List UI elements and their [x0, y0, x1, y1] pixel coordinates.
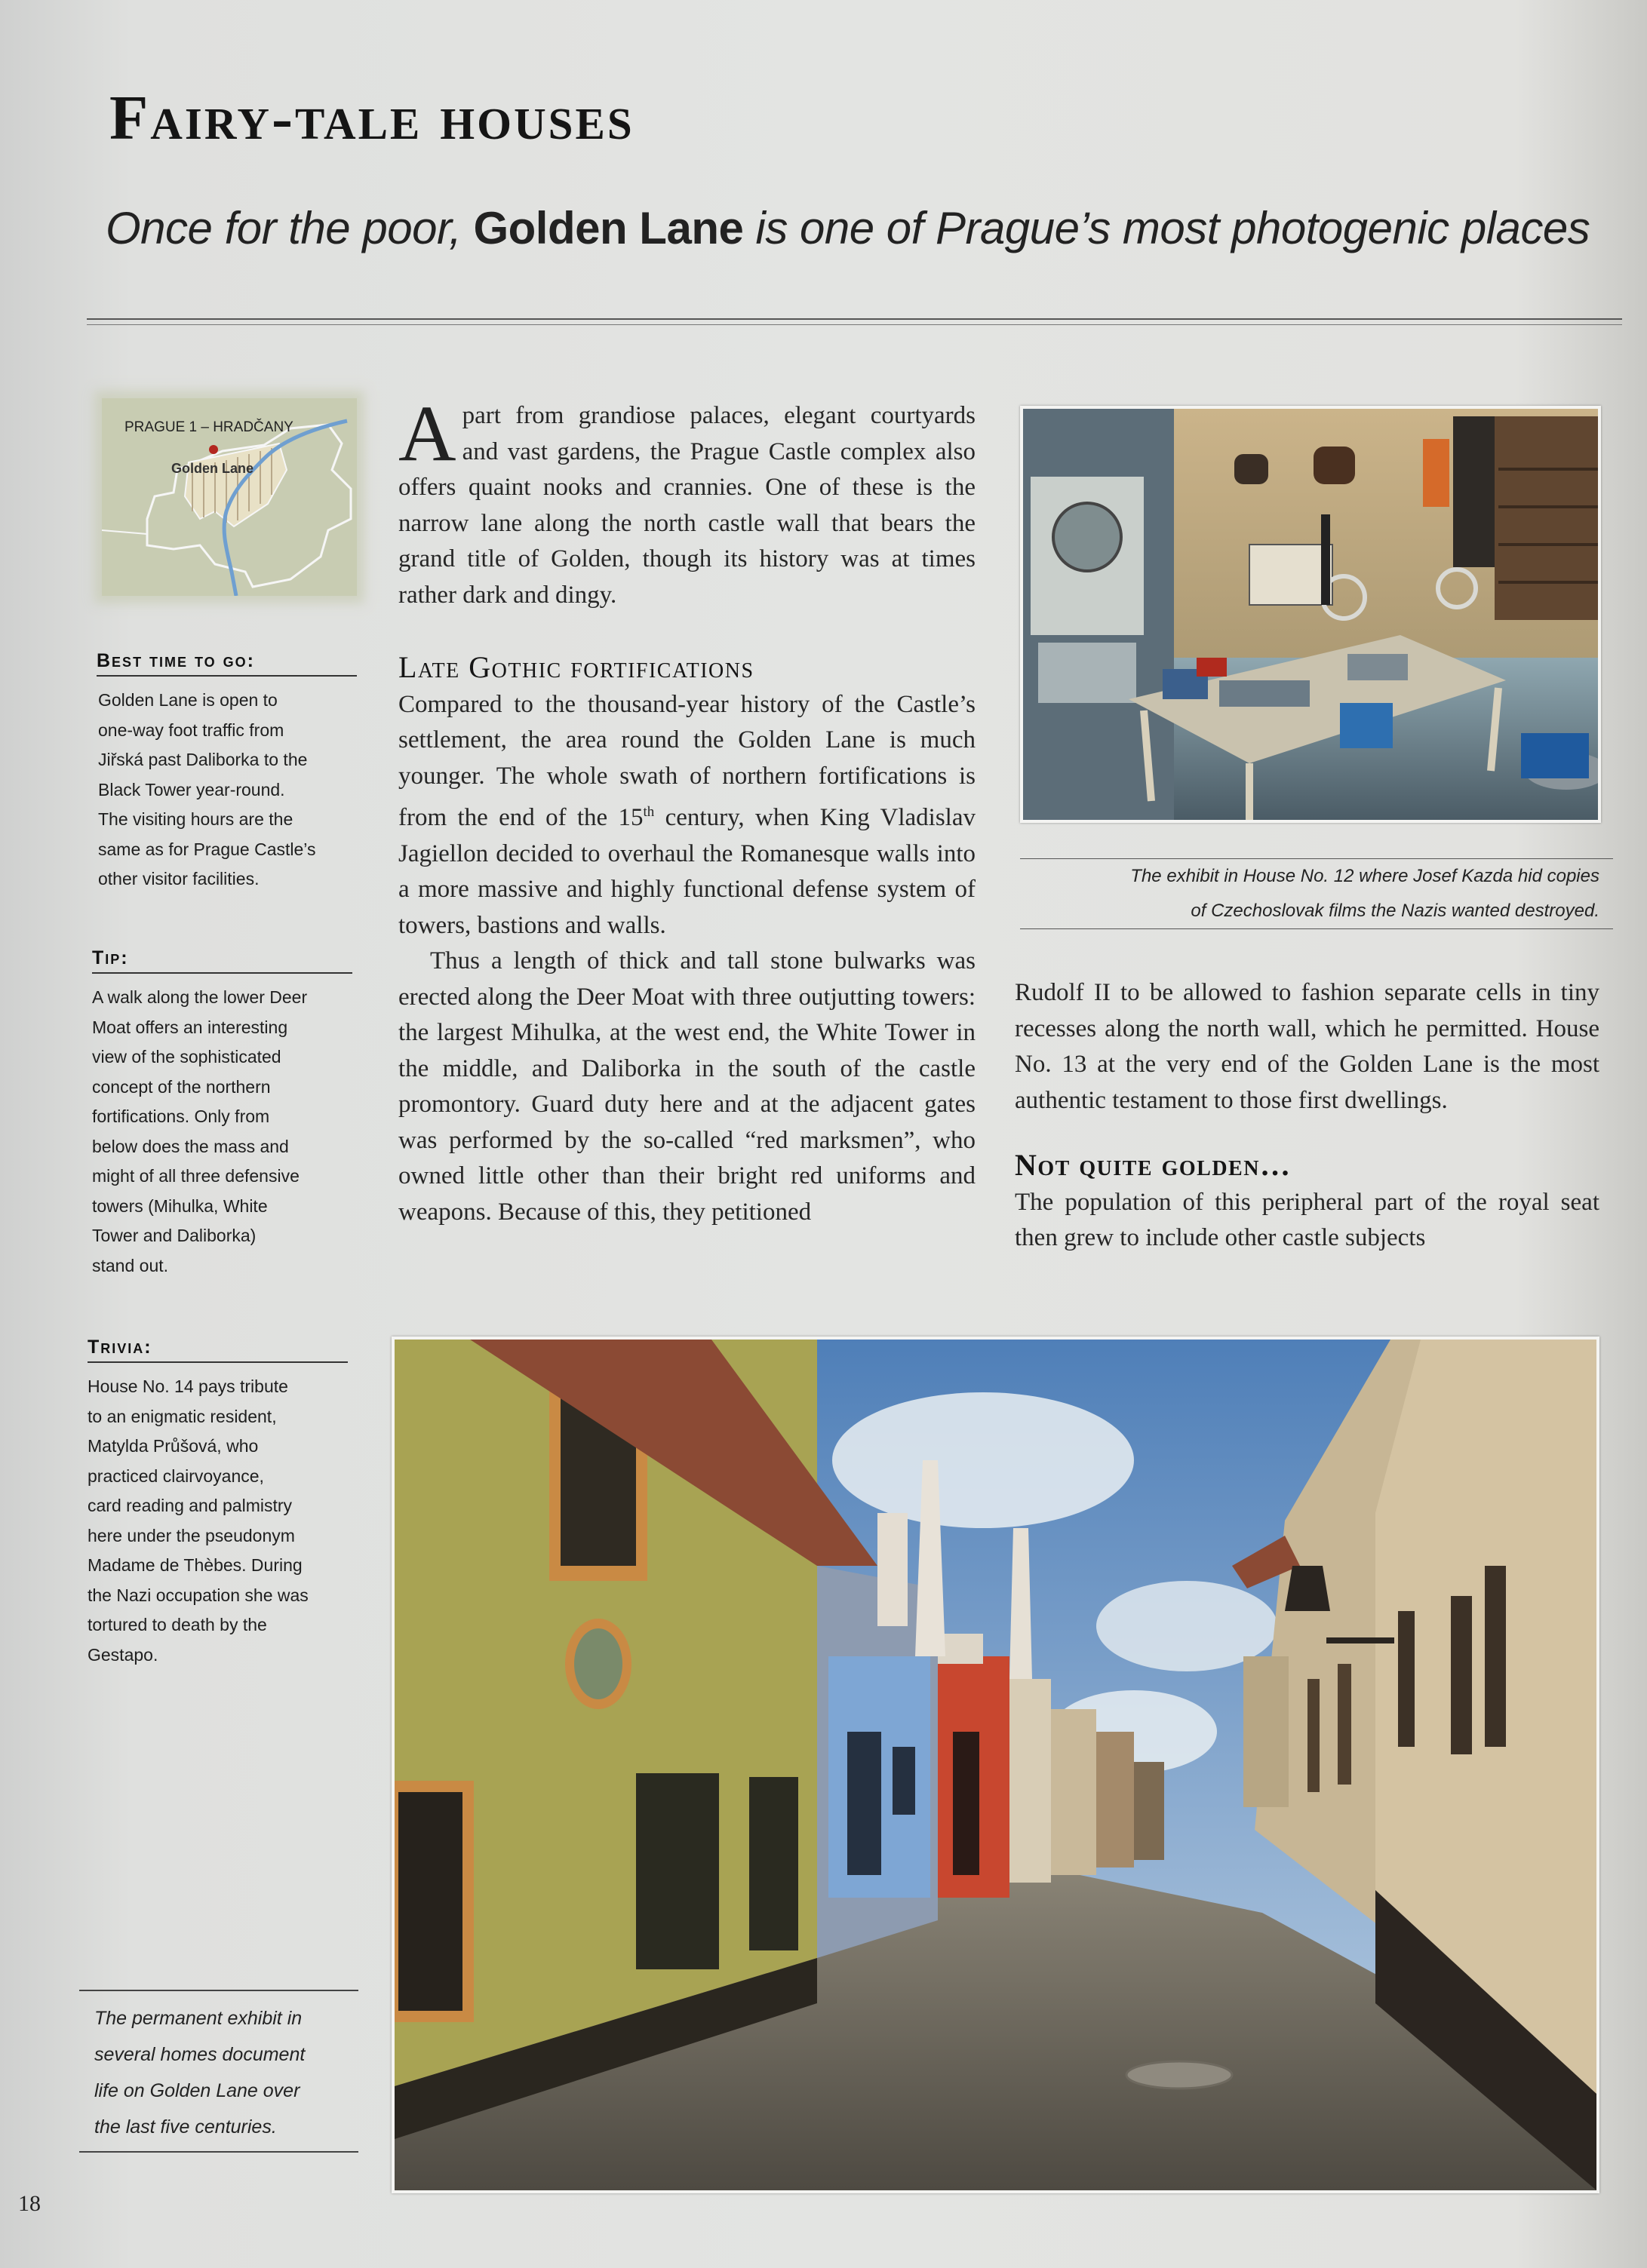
tip-line: might of all three defensive [92, 1166, 300, 1186]
page-number: 18 [18, 2191, 41, 2216]
best-time-line: Golden Lane is open to [98, 690, 278, 710]
tip-line: fortifications. Only from [92, 1106, 270, 1126]
tip-text [92, 983, 352, 1281]
trivia-line: Matylda Průšová, who [88, 1436, 259, 1456]
trivia-heading: Trivia: [88, 1337, 348, 1363]
drop-cap: A [398, 389, 456, 477]
trivia-line: card reading and palmistry [88, 1496, 293, 1515]
page-subtitle [106, 202, 1590, 254]
para-text: Compared to the thousand-year history of the Castle’s settlement, the area round the Golden Lane is much younger. The whole swath of northern fortifications is from the end of the 15 [398, 690, 976, 831]
best-time-line: one-way foot traffic from [98, 720, 284, 740]
map-sublabel: Golden Lane [171, 461, 254, 476]
exhibit-photo-caption [1020, 858, 1613, 929]
best-time-line: Black Tower year-round. [98, 779, 285, 799]
best-time-line: other visitor facilities. [98, 869, 260, 888]
golden-lane-photo [392, 1337, 1599, 2193]
section-heading-fortifications: Late Gothic fortifications [398, 650, 754, 684]
left-caption-line: The permanent exhibit in [94, 2008, 303, 2029]
best-time-line: Jiřská past Daliborka to the [98, 750, 308, 769]
superscript: th [643, 804, 655, 820]
tip-line: A walk along the lower Deer [92, 987, 308, 1007]
header-rule [87, 318, 1622, 320]
exhibit-image [1023, 409, 1598, 820]
tip-line: view of the sophisticated [92, 1047, 281, 1066]
left-caption [79, 1990, 358, 2153]
tip-box [92, 947, 352, 1281]
tip-line: Tower and Daliborka) [92, 1226, 257, 1245]
subtitle-pre: Once for the poor, [106, 203, 474, 253]
subtitle-post: is one of Prague’s most photogenic places [743, 203, 1590, 253]
photo-caption-line: of Czechoslovak films the Nazis wanted destroyed. [1191, 901, 1599, 921]
trivia-box [88, 1337, 348, 1670]
golden-lane-image [395, 1340, 1596, 2190]
exhibit-photo [1020, 406, 1601, 823]
tip-line: concept of the northern [92, 1076, 271, 1097]
best-time-text [98, 686, 357, 895]
trivia-line: to an enigmatic resident, [88, 1406, 277, 1426]
right-column [1015, 975, 1599, 1257]
trivia-line: Madame de Thèbes. During [88, 1555, 303, 1575]
best-time-heading: Best time to go: [97, 650, 357, 677]
left-caption-line: the last five centuries. [94, 2116, 277, 2138]
photo-caption-line: The exhibit in House No. 12 where Josef Kazda hid copies [1130, 866, 1599, 886]
best-time-line: The visiting hours are the [98, 809, 293, 829]
continuation-paragraph: Rudolf II to be allowed to fashion separate cells in tiny recesses along the north wall, which he permitted. House No. 13 at the very end of the Golden Lane is the most authentic testament to those first dwellings. [1015, 979, 1599, 1114]
trivia-line: the Nazi occupation she was [88, 1585, 309, 1605]
not-quite-golden-paragraph: The population of this peripheral part of the royal seat then grew to include other castle subjects [1015, 1188, 1599, 1251]
best-time-line: same as for Prague Castle’s [98, 839, 316, 859]
tip-line: towers (Mihulka, White [92, 1195, 268, 1216]
subtitle-bold: Golden Lane [473, 203, 744, 253]
para-text: century, when King Vladislav Jagiellon decided to overhaul the Romanesque walls into a more massive and highly functional defense system of towers, bastions and walls. [398, 804, 976, 939]
tip-line: below does the mass and [92, 1136, 289, 1156]
trivia-line: tortured to death by the [88, 1615, 267, 1634]
left-caption-line: life on Golden Lane over [94, 2080, 300, 2101]
tip-line: stand out. [92, 1255, 169, 1275]
header-rule-thin [87, 324, 1622, 325]
section-heading-not-quite-golden: Not quite golden… [1015, 1148, 1292, 1182]
best-time-box [97, 650, 357, 895]
trivia-line: practiced clairvoyance, [88, 1465, 264, 1486]
trivia-line: House No. 14 pays tribute [88, 1376, 288, 1396]
tip-line: Moat offers an interesting [92, 1017, 288, 1037]
trivia-line: Gestapo. [88, 1644, 158, 1665]
intro-text: part from grandiose palaces, elegant courtyards and vast gardens, the Prague Castle complex also offers quaint nooks and crannies. One of these is the narrow lane along the north castle wall that bears the grand title of Golden, though its history was at times rather dark and dingy. [398, 402, 976, 609]
intro-paragraph [398, 389, 976, 613]
page-title: Fairy-tale houses [109, 83, 635, 153]
map-marker-icon [209, 445, 218, 454]
trivia-line: here under the pseudonym [88, 1525, 295, 1545]
fortifications-paragraph-2: Thus a length of thick and tall stone bulwarks was erected along the Deer Moat with three outjutting towers: the largest Mihulka, at the west end, the White Tower in the middle, and Daliborka in the south of the castle promontory. Guard duty here and at the adjacent gates was performed by the so-called “red marksmen”, who owned little other than their bright red uniforms and weapons. Because of this, they petitioned [398, 947, 976, 1226]
trivia-text [88, 1372, 348, 1670]
map-label: PRAGUE 1 – HRADČANY [124, 419, 293, 435]
tip-heading: Tip: [92, 947, 352, 974]
middle-column [398, 389, 976, 1230]
location-map [102, 398, 357, 596]
fortifications-paragraph-1 [398, 687, 976, 944]
left-caption-line: several homes document [94, 2044, 306, 2065]
